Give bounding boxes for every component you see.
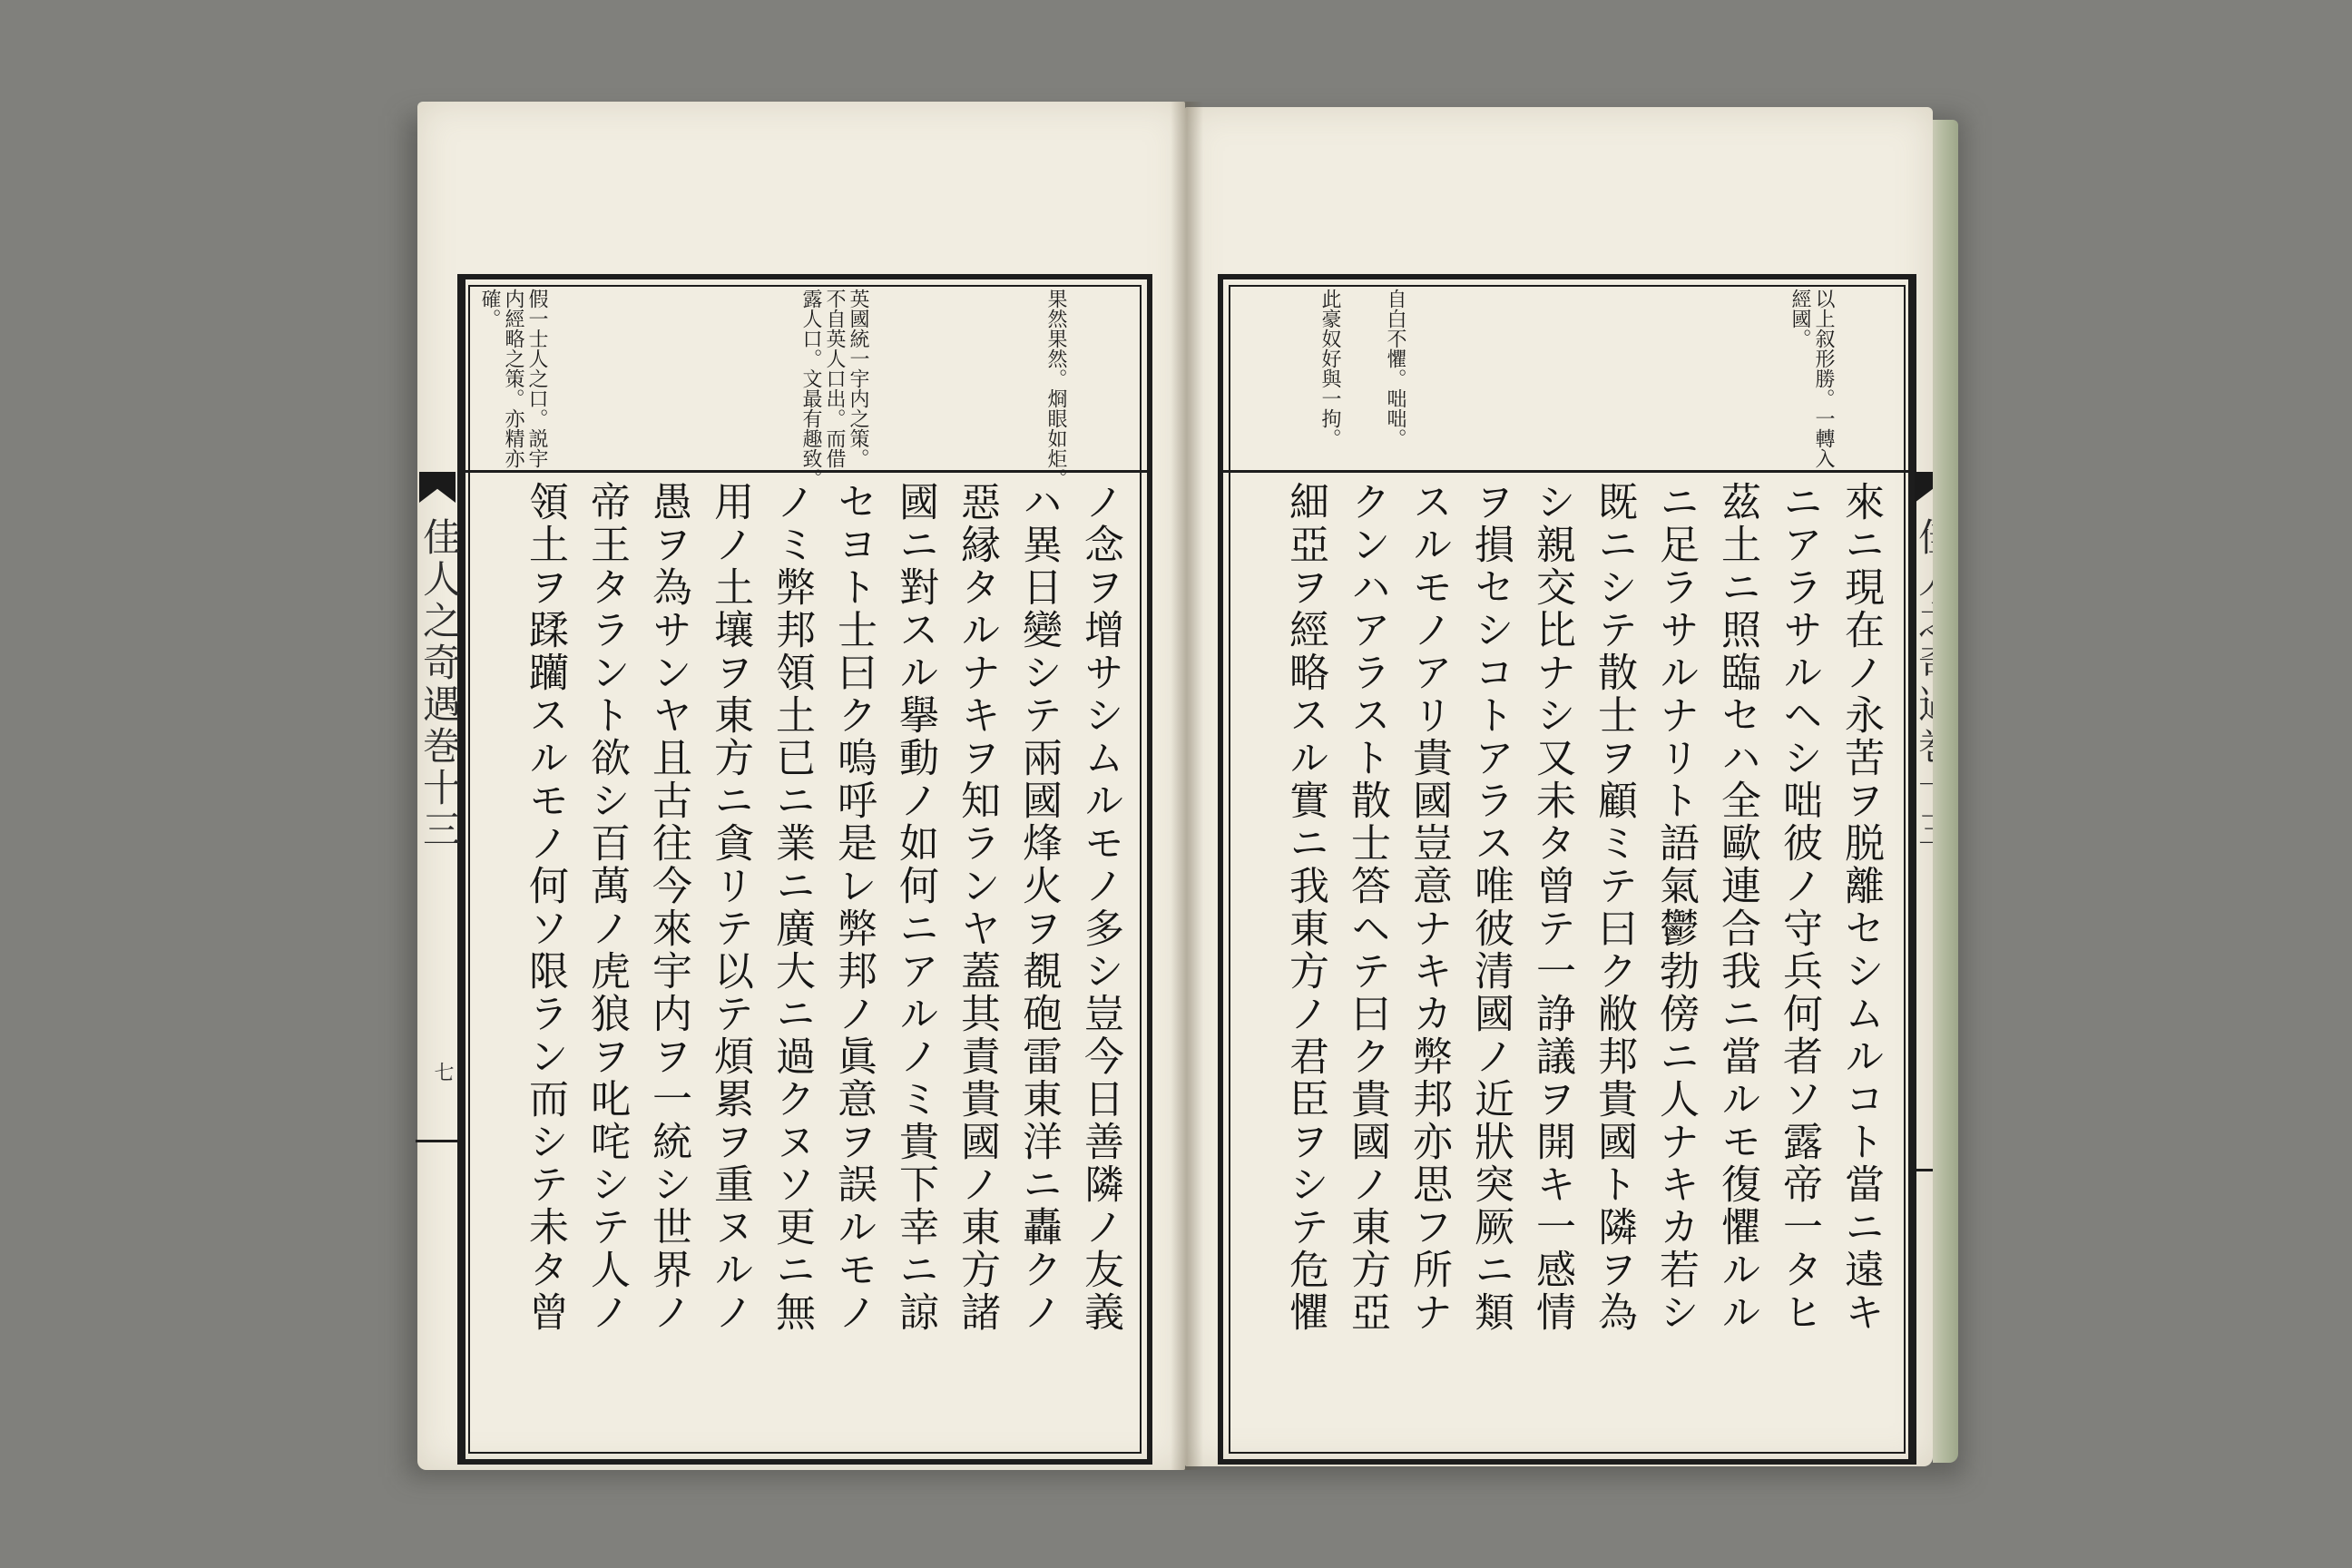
- text-column: 國ニ對スル擧動ノ如何ニアルノミ貴下幸ニ諒: [892, 481, 938, 1334]
- headnote: 英國統一宇内之策。 不自英人口出。而借 露人口。文最有趣致。: [799, 289, 869, 488]
- text-column: 惡縁タルナキヲ知ランヤ蓋其責貴國ノ東方諸: [954, 481, 1000, 1334]
- text-column: 既ニシテ散士ヲ顧ミテ曰ク敝邦貴國ト隣ヲ為: [1591, 481, 1637, 1334]
- left-text-frame: [417, 274, 1152, 1465]
- text-column: 帝王タラント欲シ百萬ノ虎狼ヲ叱咤シテ人ノ: [583, 481, 630, 1334]
- left-page: [417, 102, 1185, 1470]
- text-column: 來ニ現在ノ永苦ヲ脱離セシムルコト當ニ遠キ: [1838, 481, 1884, 1334]
- headnote: 自白不懼。咄咄。: [1384, 289, 1406, 448]
- headnote: 此豪奴好與一拘。: [1318, 289, 1341, 448]
- text-column: ハ異日變シテ兩國烽火ヲ覩砲雷東洋ニ轟クノ: [1015, 481, 1062, 1334]
- text-column: 用ノ土壤ヲ東方ニ貪リテ以テ煩累ヲ重ヌルノ: [707, 481, 753, 1334]
- text-column: ニアラサルヘシ咄彼ノ守兵何者ソ露帝一タヒ: [1776, 481, 1822, 1334]
- text-column: ノ念ヲ增サシムルモノ多シ豈今日善隣ノ友義: [1077, 481, 1123, 1334]
- headnote: 以上叙形勝。一轉入 經國。: [1788, 289, 1835, 468]
- page-stack-edge: [1933, 120, 1958, 1463]
- text-column: セヨト士曰ク嗚呼是レ弊邦ノ眞意ヲ誤ルモノ: [830, 481, 877, 1334]
- headnote: 假一士人之口。説宇 内經略之策。亦精亦 確。: [478, 289, 548, 468]
- left-headnote-area: [463, 279, 1147, 488]
- headnote: 果然果然。烱眼如炬。: [1044, 289, 1067, 488]
- text-column: スルモノアリ貴國豈意ナキカ弊邦亦思フ所ナ: [1406, 481, 1452, 1334]
- fish-tail-mark-icon: [419, 472, 456, 503]
- text-column: ニ足ラサルナリト語氣鬱勃傍ニ人ナキカ若シ: [1652, 481, 1699, 1334]
- book-gutter: [1171, 102, 1203, 1470]
- right-main-text: [1223, 470, 1911, 1459]
- text-column: 茲土ニ照臨セハ全歐連合我ニ當ルモ復懼ルル: [1714, 481, 1760, 1334]
- text-column: ヲ損セシコトアラス唯彼清國ノ近狀突厥ニ類: [1467, 481, 1514, 1334]
- text-column: 領土ヲ蹂躪スルモノ何ソ限ラン而シテ未タ曾: [522, 481, 568, 1334]
- left-margin-tab: [416, 279, 466, 1459]
- margin-rule: [416, 1140, 463, 1142]
- text-column: クンハアラスト散士答ヘテ曰ク貴國ノ東方亞: [1344, 481, 1390, 1334]
- right-text-frame: [1218, 274, 1916, 1465]
- left-running-title: 佳人之奇遇巻十三: [417, 517, 462, 851]
- text-column: 愚ヲ為サンヤ且古往今來宇内ヲ一統シ世界ノ: [645, 481, 691, 1334]
- text-column: ノミ弊邦領土已ニ業ニ廣大ニ過クヌソ更ニ無: [769, 481, 815, 1334]
- left-main-text: [463, 470, 1147, 1459]
- right-headnote-area: [1223, 279, 1911, 473]
- left-folio-number: 七: [431, 1062, 454, 1082]
- right-page: [1185, 107, 1933, 1466]
- text-column: 細亞ヲ經略スル實ニ我東方ノ君臣ヲシテ危懼: [1282, 481, 1328, 1334]
- text-column: シ親交比ナシ又未タ曾テ一諍議ヲ開キ一感情: [1529, 481, 1575, 1334]
